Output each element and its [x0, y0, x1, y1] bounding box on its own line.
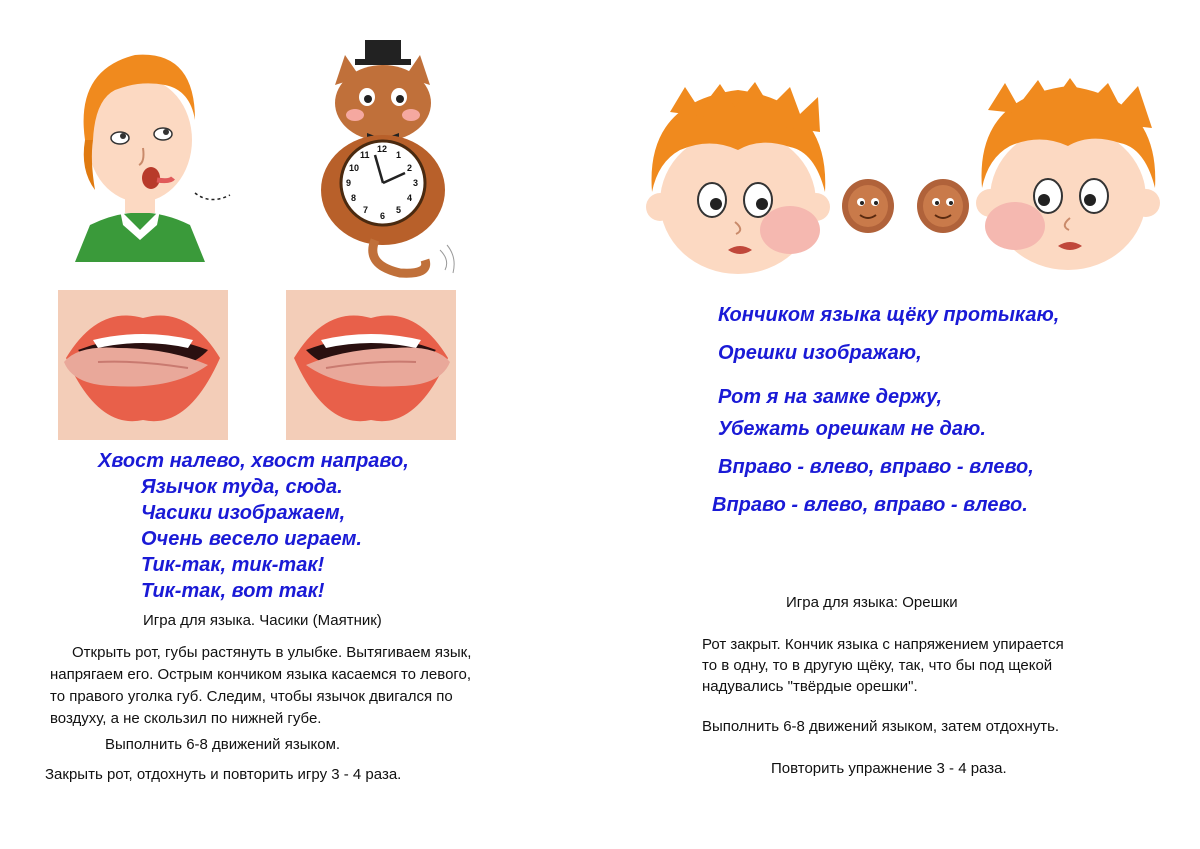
left-poem-line-4: Очень весело играем. — [141, 528, 362, 550]
right-description-line-2: то в одну, то в другую щёку, так, что бы под щекой — [702, 657, 1053, 674]
right-description-line-1: Рот закрыт. Кончик языка с напряжением упирается — [702, 636, 1064, 653]
right-repeat-text: Выполнить 6-8 движений языком, затем отдохнуть. — [702, 718, 1060, 735]
nut-character-1-icon — [840, 177, 896, 235]
mouth-tongue-left-photo — [58, 290, 228, 440]
boy-puffed-cheek-right-illustration — [970, 78, 1165, 273]
nut-character-2-icon — [915, 177, 971, 235]
left-description-line-4: воздуху, а не скользил по нижней губе. — [50, 710, 322, 727]
clock-number-2: 2 — [407, 163, 413, 173]
boy-puffed-cheek-left-illustration — [640, 82, 835, 277]
left-description-line-3: то правого уголка губ. Следим, чтобы язычок двигался по — [50, 688, 453, 705]
clock-number-4: 4 — [407, 193, 413, 203]
right-game-title: Игра для языка: Орешки — [786, 594, 958, 611]
clock-number-11: 11 — [360, 150, 370, 160]
left-poem-line-3: Часики изображаем, — [141, 502, 346, 524]
clock-number-3: 3 — [413, 178, 419, 188]
left-description-line-2: напрягаем его. Острым кончиком языка касаемся то левого, — [50, 666, 472, 683]
clock-number-12: 12 — [377, 144, 388, 154]
right-rest-text: Повторить упражнение 3 - 4 раза. — [771, 760, 1007, 777]
clock-number-10: 10 — [349, 163, 360, 173]
right-poem-line-3: Рот я на замке держу, — [718, 386, 942, 408]
mouth-tongue-right-photo — [286, 290, 456, 440]
right-poem-line-4: Убежать орешкам не даю. — [718, 418, 986, 440]
left-description-line-1: Открыть рот, губы растянуть в улыбке. Вытягиваем язык, — [72, 644, 472, 661]
right-poem-line-2: Орешки изображаю, — [718, 342, 922, 364]
right-poem-line-1: Кончиком языка щёку протыкаю, — [718, 304, 1060, 326]
right-poem-line-5: Вправо - влево, вправо - влево, — [718, 456, 1034, 478]
left-poem-line-2: Язычок туда, сюда. — [141, 476, 343, 498]
clock-number-8: 8 — [351, 193, 357, 203]
left-rest-text: Закрыть рот, отдохнуть и повторить игру 3 - 4 раза. — [45, 766, 402, 783]
clock-number-7: 7 — [363, 205, 369, 215]
clock-number-5: 5 — [396, 205, 402, 215]
clock-number-9: 9 — [346, 178, 352, 188]
clock-number-6: 6 — [380, 211, 386, 221]
boy-tongue-illustration — [45, 30, 235, 265]
left-poem-line-6: Тик-так, вот так! — [141, 580, 325, 602]
clock-number-1: 1 — [396, 150, 402, 160]
right-poem-line-6: Вправо - влево, вправо - влево. — [712, 494, 1028, 516]
left-poem-line-1: Хвост налево, хвост направо, — [98, 450, 409, 472]
clock-face-numbers — [341, 141, 425, 225]
left-game-title: Игра для языка. Часики (Маятник) — [143, 612, 382, 629]
left-poem-line-5: Тик-так, тик-так! — [141, 554, 325, 576]
right-description-line-3: надувались "твёрдые орешки". — [702, 678, 918, 695]
left-repeat-text: Выполнить 6-8 движений языком. — [105, 736, 341, 753]
